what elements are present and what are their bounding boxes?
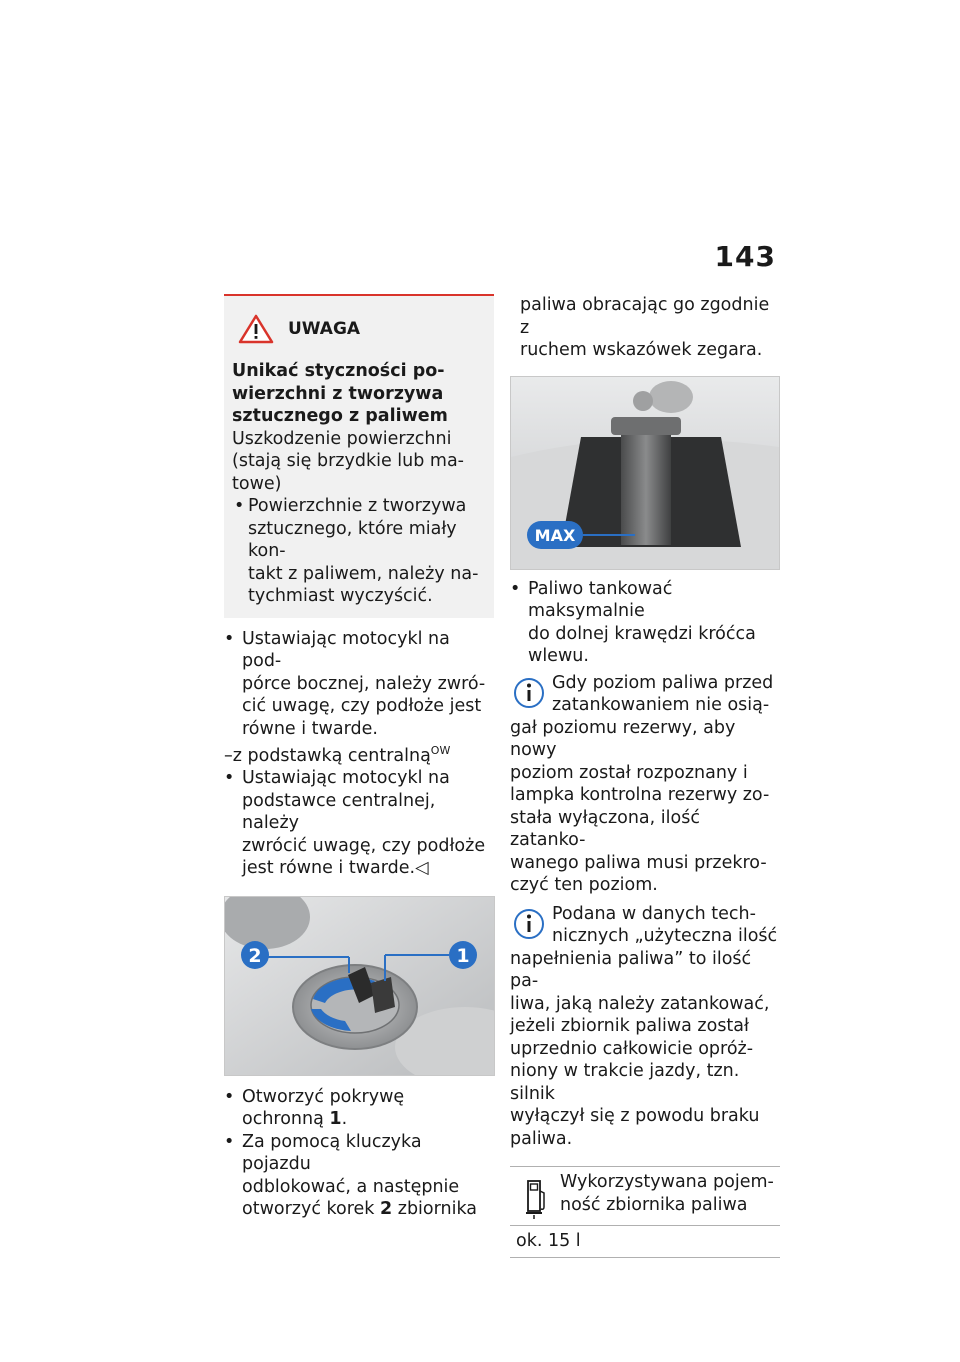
page-number: 143: [714, 240, 776, 273]
instruction-text: otworzyć korek: [242, 1199, 381, 1220]
spec-value: ok. 15 l: [510, 1226, 780, 1258]
warning-bullet-line: • Powierzchnie z tworzywa: [232, 495, 486, 518]
reference-number: 1: [329, 1109, 342, 1130]
note-line: paliwa.: [510, 1128, 573, 1149]
spec-header: [516, 1171, 774, 1221]
left-column: [224, 294, 494, 1221]
note-line: stała wyłączona, ilość zatanko-: [510, 807, 700, 850]
spec-title: [560, 1171, 774, 1221]
note-line: czyć ten poziom.: [510, 875, 658, 895]
variant-line: [224, 740, 494, 767]
warning-triangle-icon: [238, 314, 274, 344]
instruction-text: ochronną: [242, 1109, 330, 1130]
note-line: lampka kontrolna rezerwy zo-: [510, 785, 770, 805]
warning-body-line: Uszkodzenie powierzchni: [232, 428, 452, 449]
warning-body-line: towe): [232, 473, 282, 494]
instruction-line: • Za pomocą kluczyka pojazdu: [224, 1131, 494, 1176]
variant-code: OW: [430, 744, 451, 757]
right-column: [510, 294, 780, 1258]
instruction-line: do dolnej krawędzi króćca: [528, 623, 756, 644]
callout-1: 1: [456, 944, 470, 967]
instruction-line: wlewu.: [528, 646, 589, 666]
instruction-line: • Ustawiając motocykl na: [224, 767, 494, 790]
note-line: uprzednio całkowicie opróż-: [510, 1038, 754, 1059]
max-label: MAX: [534, 525, 576, 545]
instruction-line: odblokować, a następnie: [242, 1176, 460, 1197]
note-line: wanego paliwa musi przekro-: [510, 852, 767, 873]
instruction-line: cić uwagę, czy podłoże jest: [242, 696, 482, 716]
note-line: zatankowaniem nie osią-: [552, 695, 770, 715]
warning-bullet-line: takt z paliwem, należy na-: [248, 563, 479, 584]
warning-body-line: (stają się brzydkie lub ma-: [232, 451, 464, 471]
note-line: Podana w danych tech-: [552, 903, 756, 924]
filler-neck-photo: [510, 376, 780, 570]
warning-heading-line: Unikać styczności po-: [232, 361, 445, 381]
warning-heading-line: wierzchni z tworzywa: [232, 383, 444, 404]
spec-title-line: Wykorzystywana pojem-: [560, 1172, 774, 1192]
warning-heading-line: sztucznego z paliwem: [232, 406, 448, 426]
warning-box: [224, 294, 494, 618]
note-line: gał poziomu rezerwy, aby nowy: [510, 717, 736, 760]
info-icon: [512, 676, 546, 710]
note-line: jeżeli zbiornik paliwa został: [510, 1016, 749, 1036]
fuel-pump-icon: [524, 1177, 548, 1221]
instruction-line: równe i twarde.: [242, 718, 378, 739]
info-note: [510, 903, 780, 1151]
info-note: [510, 672, 780, 897]
callout-2: 2: [248, 944, 262, 967]
instruction-line: paliwa obracając go zgodnie z: [520, 295, 770, 338]
note-line: nicznych „użyteczna ilość: [552, 926, 778, 946]
instruction-line: ruchem wskazówek zegara.: [520, 340, 763, 360]
variant-text: –z podstawką centralną: [224, 745, 431, 766]
note-line: poziom został rozpoznany i: [510, 762, 748, 783]
note-line: wyłączył się z powodu braku: [510, 1106, 760, 1126]
spec-value-row: [510, 1226, 780, 1258]
instruction-text: zbiornika: [392, 1199, 478, 1220]
instruction-line: • Paliwo tankować maksymalnie: [510, 578, 780, 623]
fuel-cap-photo: [224, 896, 495, 1076]
instruction-line: zwrócić uwagę, czy podłoże: [242, 835, 486, 856]
spec-header-cell: [510, 1167, 780, 1226]
warning-header: [238, 314, 486, 344]
instruction-line: podstawce centralnej, należy: [242, 790, 436, 834]
instruction-line: [224, 1198, 494, 1221]
filler-neck-illustration: [511, 377, 779, 569]
note-line: Gdy poziom paliwa przed: [552, 672, 774, 693]
spec-table: [510, 1166, 780, 1258]
instruction-line: pórce bocznej, należy zwró-: [242, 673, 486, 694]
instruction-line: • Ustawiając motocykl na pod-: [224, 628, 494, 673]
info-icon: [512, 907, 546, 941]
note-line: liwa, jaką należy zatankować,: [510, 993, 770, 1014]
spec-header-row: [510, 1167, 780, 1226]
fuel-cap-illustration: [225, 897, 494, 1075]
instruction-text: .: [341, 1109, 348, 1130]
warning-title: UWAGA: [288, 318, 361, 339]
warning-bullet-line: tychmiast wyczyścić.: [248, 586, 433, 606]
spec-title-line: ność zbiornika paliwa: [560, 1194, 748, 1215]
instruction-line: [224, 1108, 494, 1131]
note-line: niony w trakcie jazdy, tzn. silnik: [510, 1061, 740, 1104]
instruction-line: jest równe i twarde.◁: [242, 858, 429, 879]
reference-number: 2: [380, 1199, 393, 1220]
warning-bullet-line: sztucznego, które miały kon-: [248, 518, 457, 561]
note-line: napełnienia paliwa” to ilość pa-: [510, 948, 752, 991]
instruction-line: • Otworzyć pokrywę: [224, 1086, 494, 1109]
